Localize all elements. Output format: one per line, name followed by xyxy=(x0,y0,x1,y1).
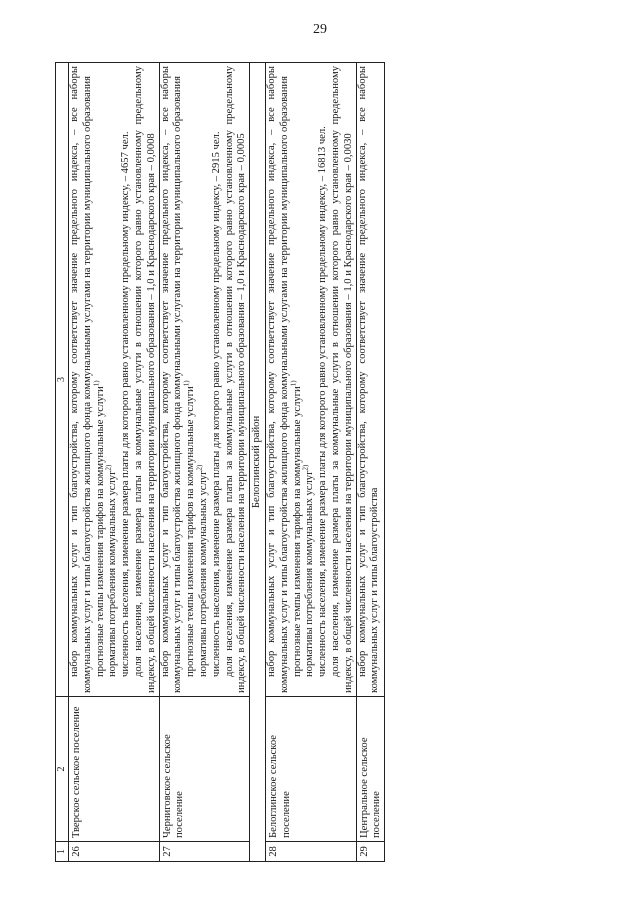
description-share: доля населения, изменение размера платы за коммунальные услуги в отношении которого равно установленному предельному индексу, в общей численности населения на территории муниципального образования – 1,0 и Краснодарского края – 0,0008 xyxy=(132,66,157,693)
row-description xyxy=(356,63,385,697)
description-set: набор коммунальных услуг и тип благоустройства, которому соответствует значение предельного индекса, – все наборы коммунальных услуг и типы благоустройства жилищного фонда коммунальными услугами на территории муниципального образования xyxy=(69,66,93,693)
page-number: 29 xyxy=(313,22,327,37)
table-row xyxy=(159,63,250,862)
row-number: 26 xyxy=(69,842,160,862)
description-set: набор коммунальных услуг и тип благоустройства, которому соответствует значение предельного индекса, – все наборы коммунальных услуг и типы благоустройства xyxy=(356,66,381,693)
table-row xyxy=(69,63,160,862)
rotated-table-container xyxy=(55,62,615,862)
description-population: численность населения, изменение размера платы для которого равно установленному предельному индексу, – 2915 чел. xyxy=(210,131,222,677)
header-col-1: 1 xyxy=(56,842,69,862)
row-description xyxy=(159,63,250,697)
footnote-marker: 1) xyxy=(92,380,101,387)
district-name: Белоглинский район xyxy=(250,63,266,862)
description-norms: нормативы потребления коммунальных услуг$^{2)}$ xyxy=(301,464,316,677)
footnote-marker: 2) xyxy=(301,464,310,471)
table-header-row xyxy=(56,63,69,862)
district-row xyxy=(250,63,266,862)
settlement-name: Белоглинское сельское поселение xyxy=(265,697,356,842)
description-set: набор коммунальных услуг и тип благоустройства, которому соответствует значение предельного индекса, – все наборы коммунальных услуг и типы благоустройства жилищного фонда коммунальными услугами на территории муниципального образования xyxy=(159,66,184,693)
row-number: 28 xyxy=(265,842,356,862)
description-population: численность населения, изменение размера платы для которого равно установленному предельному индексу, – 16813 чел. xyxy=(317,126,329,677)
footnote-marker: 1) xyxy=(289,380,298,387)
header-col-2: 2 xyxy=(56,697,69,842)
description-set: набор коммунальных услуг и тип благоустройства, которому соответствует значение предельного индекса, – все наборы коммунальных услуг и типы благоустройства жилищного фонда коммунальными услугами на территории муниципального образования xyxy=(265,66,290,693)
header-col-3: 3 xyxy=(56,63,69,697)
settlement-name: Тверское сельское поселение xyxy=(69,697,160,842)
description-tariffs: прогнозные темпы изменения тарифов на коммунальные услуги$^{1)}$ xyxy=(182,380,197,677)
description-population: численность населения, изменение размера платы для которого равно установленному предельному индексу, – 4657 чел. xyxy=(120,131,132,677)
table-row xyxy=(265,63,356,862)
footnote-marker: 1) xyxy=(182,380,191,387)
description-norms: нормативы потребления коммунальных услуг$^{2)}$ xyxy=(195,464,209,677)
description-share: доля населения, изменение размера платы за коммунальные услуги в отношении которого равно установленному предельному индексу, в общей численности населения на территории муниципального образования – 1,0 и Краснодарского края – 0,0005 xyxy=(223,66,248,693)
row-description xyxy=(69,63,160,697)
footnote-marker: 2) xyxy=(104,464,113,471)
settlement-name: Центральное сельское поселение xyxy=(356,697,385,842)
description-tariffs: прогнозные темпы изменения тарифов на коммунальные услуги$^{1)}$ xyxy=(289,380,303,677)
description-share: доля населения, изменение размера платы за коммунальные услуги в отношении которого равно установленному предельному индексу, в общей численности населения на территории муниципального образования – 1,0 и Краснодарского края – 0,0030 xyxy=(329,66,354,693)
row-number: 29 xyxy=(356,842,385,862)
settlement-name: Черниговское сельское поселение xyxy=(159,697,250,842)
description-norms: нормативы потребления коммунальных услуг$^{2)}$ xyxy=(104,464,119,677)
table-row xyxy=(356,63,385,862)
utility-index-table xyxy=(55,62,385,862)
row-description xyxy=(265,63,356,697)
footnote-marker: 2) xyxy=(195,464,204,471)
row-number: 27 xyxy=(159,842,250,862)
description-tariffs: прогнозные темпы изменения тарифов на коммунальные услуги$^{1)}$ xyxy=(92,380,106,677)
